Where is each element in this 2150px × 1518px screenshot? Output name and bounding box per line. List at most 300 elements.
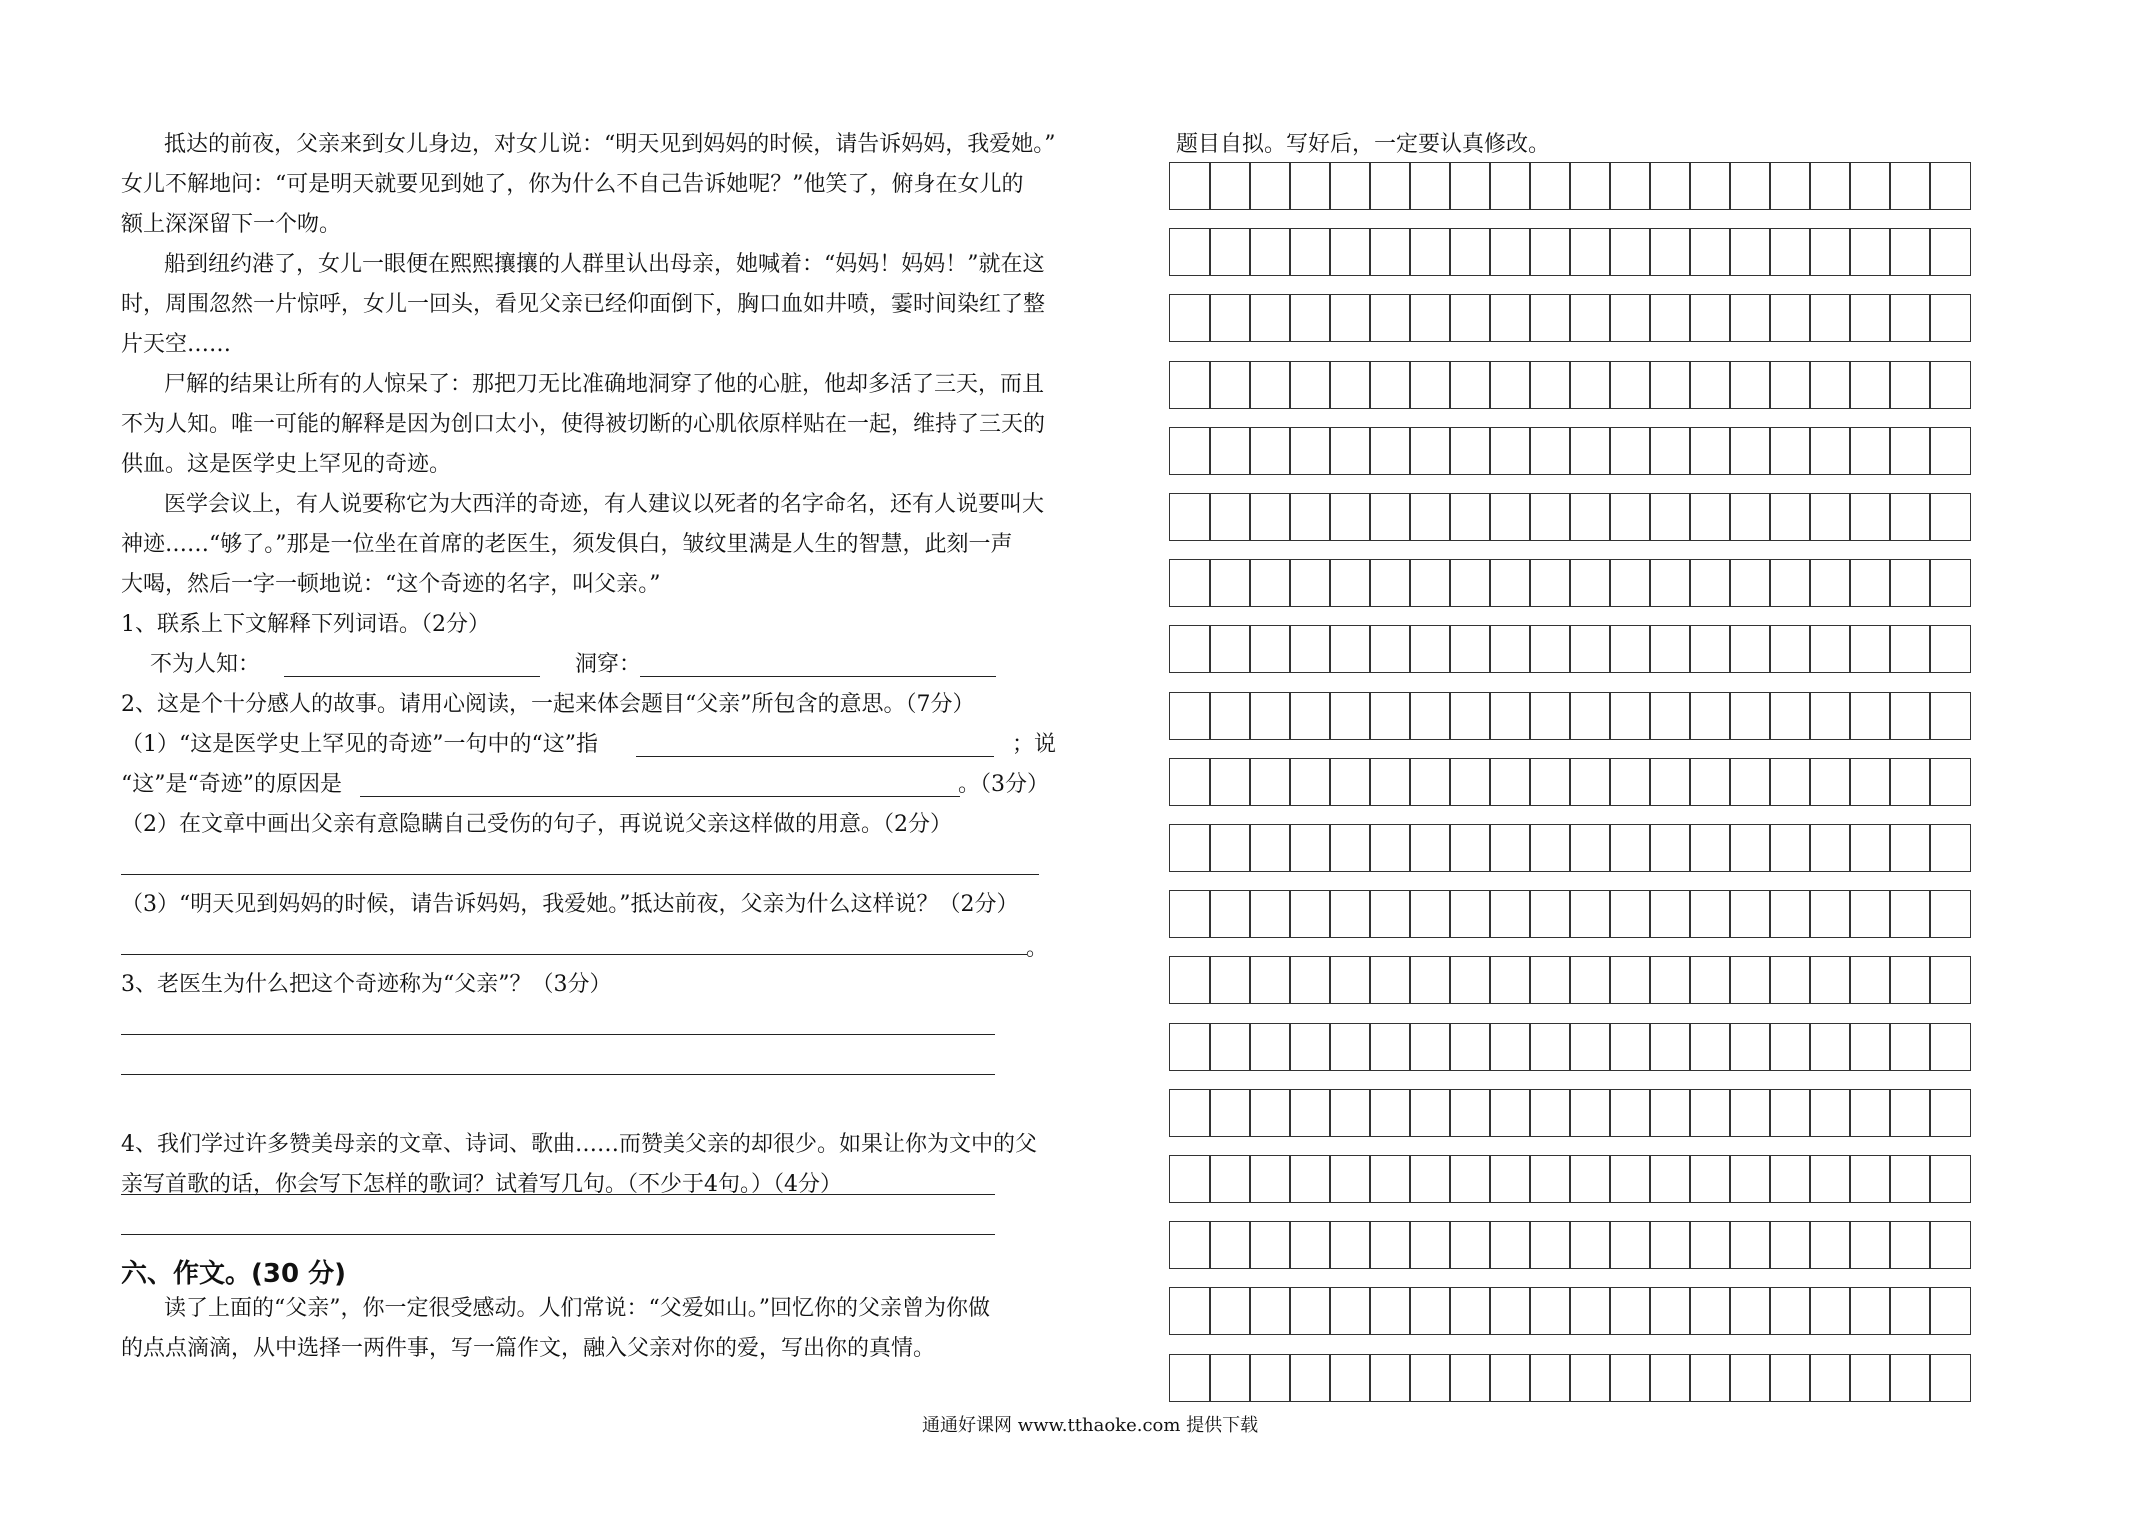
grid-cell[interactable] (1329, 1023, 1371, 1071)
grid-cell[interactable] (1169, 294, 1211, 342)
grid-cell[interactable] (1689, 1089, 1731, 1137)
grid-cell[interactable] (1569, 162, 1611, 210)
grid-cell[interactable] (1369, 228, 1411, 276)
grid-cell[interactable] (1649, 1221, 1691, 1269)
grid-cell[interactable] (1289, 294, 1331, 342)
grid-cell[interactable] (1889, 625, 1931, 673)
grid-cell[interactable] (1409, 294, 1451, 342)
grid-cell[interactable] (1249, 824, 1291, 872)
grid-cell[interactable] (1609, 1089, 1651, 1137)
grid-cell[interactable] (1169, 824, 1211, 872)
grid-cell[interactable] (1289, 427, 1331, 475)
grid-cell[interactable] (1369, 824, 1411, 872)
grid-cell[interactable] (1769, 1023, 1811, 1071)
grid-cell[interactable] (1809, 1287, 1851, 1335)
grid-cell[interactable] (1609, 361, 1651, 409)
grid-cell[interactable] (1249, 361, 1291, 409)
grid-cell[interactable] (1209, 559, 1251, 607)
grid-cell[interactable] (1249, 162, 1291, 210)
grid-cell[interactable] (1849, 692, 1891, 740)
grid-cell[interactable] (1369, 1089, 1411, 1137)
grid-cell[interactable] (1289, 1089, 1331, 1137)
grid-cell[interactable] (1329, 692, 1371, 740)
grid-cell[interactable] (1169, 1089, 1211, 1137)
grid-cell[interactable] (1809, 427, 1851, 475)
grid-cell[interactable] (1649, 1354, 1691, 1402)
grid-cell[interactable] (1209, 162, 1251, 210)
grid-cell[interactable] (1689, 427, 1731, 475)
grid-cell[interactable] (1409, 890, 1451, 938)
grid-cell[interactable] (1209, 692, 1251, 740)
grid-cell[interactable] (1929, 956, 1971, 1004)
grid-cell[interactable] (1409, 824, 1451, 872)
grid-cell[interactable] (1689, 956, 1731, 1004)
grid-cell[interactable] (1169, 692, 1211, 740)
grid-cell[interactable] (1649, 758, 1691, 806)
grid-cell[interactable] (1369, 1155, 1411, 1203)
grid-cell[interactable] (1169, 1023, 1211, 1071)
grid-cell[interactable] (1569, 758, 1611, 806)
grid-cell[interactable] (1489, 824, 1531, 872)
grid-cell[interactable] (1449, 162, 1491, 210)
grid-cell[interactable] (1249, 1221, 1291, 1269)
q4-answer-line-2[interactable] (121, 1234, 995, 1235)
grid-cell[interactable] (1529, 692, 1571, 740)
grid-cell[interactable] (1249, 1354, 1291, 1402)
grid-cell[interactable] (1489, 228, 1531, 276)
grid-cell[interactable] (1329, 758, 1371, 806)
grid-cell[interactable] (1769, 824, 1811, 872)
grid-cell[interactable] (1289, 559, 1331, 607)
q1-term-1-answer-line[interactable] (284, 676, 540, 677)
grid-cell[interactable] (1529, 1155, 1571, 1203)
grid-cell[interactable] (1209, 1155, 1251, 1203)
grid-cell[interactable] (1689, 559, 1731, 607)
grid-cell[interactable] (1809, 294, 1851, 342)
grid-cell[interactable] (1209, 824, 1251, 872)
grid-cell[interactable] (1449, 758, 1491, 806)
grid-cell[interactable] (1929, 625, 1971, 673)
grid-cell[interactable] (1889, 162, 1931, 210)
grid-cell[interactable] (1529, 956, 1571, 1004)
grid-cell[interactable] (1409, 559, 1451, 607)
grid-cell[interactable] (1729, 1221, 1771, 1269)
grid-cell[interactable] (1689, 1287, 1731, 1335)
grid-cell[interactable] (1369, 1221, 1411, 1269)
q3-answer-line-1[interactable] (121, 1034, 995, 1035)
grid-cell[interactable] (1729, 1089, 1771, 1137)
grid-cell[interactable] (1689, 890, 1731, 938)
grid-cell[interactable] (1249, 1089, 1291, 1137)
grid-cell[interactable] (1889, 493, 1931, 541)
grid-cell[interactable] (1729, 1287, 1771, 1335)
grid-cell[interactable] (1489, 758, 1531, 806)
grid-cell[interactable] (1569, 427, 1611, 475)
grid-cell[interactable] (1529, 361, 1571, 409)
grid-cell[interactable] (1529, 625, 1571, 673)
grid-cell[interactable] (1769, 1221, 1811, 1269)
grid-cell[interactable] (1729, 1155, 1771, 1203)
grid-cell[interactable] (1489, 361, 1531, 409)
grid-cell[interactable] (1649, 1089, 1691, 1137)
grid-cell[interactable] (1609, 162, 1651, 210)
grid-cell[interactable] (1529, 824, 1571, 872)
grid-cell[interactable] (1729, 559, 1771, 607)
grid-cell[interactable] (1809, 1354, 1851, 1402)
grid-cell[interactable] (1769, 361, 1811, 409)
grid-cell[interactable] (1409, 1354, 1451, 1402)
grid-cell[interactable] (1809, 493, 1851, 541)
grid-cell[interactable] (1609, 427, 1651, 475)
grid-cell[interactable] (1569, 890, 1611, 938)
grid-cell[interactable] (1889, 692, 1931, 740)
grid-cell[interactable] (1409, 361, 1451, 409)
grid-cell[interactable] (1649, 890, 1691, 938)
grid-cell[interactable] (1569, 361, 1611, 409)
grid-cell[interactable] (1329, 294, 1371, 342)
grid-cell[interactable] (1929, 758, 1971, 806)
grid-cell[interactable] (1249, 493, 1291, 541)
grid-cell[interactable] (1369, 559, 1411, 607)
grid-cell[interactable] (1809, 1023, 1851, 1071)
grid-cell[interactable] (1249, 956, 1291, 1004)
grid-cell[interactable] (1489, 1089, 1531, 1137)
grid-cell[interactable] (1809, 559, 1851, 607)
grid-cell[interactable] (1209, 493, 1251, 541)
grid-cell[interactable] (1209, 956, 1251, 1004)
grid-cell[interactable] (1449, 361, 1491, 409)
grid-cell[interactable] (1649, 493, 1691, 541)
grid-cell[interactable] (1529, 1023, 1571, 1071)
grid-cell[interactable] (1449, 824, 1491, 872)
grid-cell[interactable] (1689, 493, 1731, 541)
grid-cell[interactable] (1769, 1354, 1811, 1402)
grid-cell[interactable] (1369, 162, 1411, 210)
grid-cell[interactable] (1929, 294, 1971, 342)
grid-cell[interactable] (1569, 1155, 1611, 1203)
grid-cell[interactable] (1769, 427, 1811, 475)
grid-cell[interactable] (1609, 758, 1651, 806)
grid-cell[interactable] (1849, 361, 1891, 409)
grid-cell[interactable] (1609, 625, 1651, 673)
grid-cell[interactable] (1689, 1354, 1731, 1402)
grid-cell[interactable] (1329, 361, 1371, 409)
grid-cell[interactable] (1849, 1155, 1891, 1203)
grid-cell[interactable] (1769, 1287, 1811, 1335)
grid-cell[interactable] (1209, 427, 1251, 475)
grid-cell[interactable] (1769, 228, 1811, 276)
grid-cell[interactable] (1689, 1155, 1731, 1203)
grid-cell[interactable] (1569, 1354, 1611, 1402)
grid-cell[interactable] (1369, 956, 1411, 1004)
grid-cell[interactable] (1209, 228, 1251, 276)
grid-cell[interactable] (1649, 1155, 1691, 1203)
grid-cell[interactable] (1169, 361, 1211, 409)
grid-cell[interactable] (1729, 824, 1771, 872)
grid-cell[interactable] (1409, 493, 1451, 541)
grid-cell[interactable] (1449, 1023, 1491, 1071)
q3-answer-line-2[interactable] (121, 1074, 995, 1075)
grid-cell[interactable] (1609, 956, 1651, 1004)
grid-cell[interactable] (1569, 559, 1611, 607)
grid-cell[interactable] (1849, 890, 1891, 938)
grid-cell[interactable] (1729, 1354, 1771, 1402)
grid-cell[interactable] (1289, 1354, 1331, 1402)
grid-cell[interactable] (1849, 294, 1891, 342)
grid-cell[interactable] (1809, 824, 1851, 872)
grid-cell[interactable] (1929, 824, 1971, 872)
grid-cell[interactable] (1809, 162, 1851, 210)
grid-cell[interactable] (1329, 956, 1371, 1004)
grid-cell[interactable] (1849, 824, 1891, 872)
grid-cell[interactable] (1809, 228, 1851, 276)
grid-cell[interactable] (1929, 361, 1971, 409)
grid-cell[interactable] (1889, 1354, 1931, 1402)
grid-cell[interactable] (1489, 493, 1531, 541)
grid-cell[interactable] (1609, 1221, 1651, 1269)
grid-cell[interactable] (1889, 427, 1931, 475)
grid-cell[interactable] (1609, 228, 1651, 276)
grid-cell[interactable] (1289, 956, 1331, 1004)
grid-cell[interactable] (1849, 162, 1891, 210)
grid-cell[interactable] (1449, 956, 1491, 1004)
grid-cell[interactable] (1889, 758, 1931, 806)
q2-2-answer-line[interactable] (121, 874, 1039, 875)
grid-cell[interactable] (1849, 956, 1891, 1004)
grid-cell[interactable] (1289, 1023, 1331, 1071)
grid-cell[interactable] (1729, 1023, 1771, 1071)
grid-cell[interactable] (1569, 294, 1611, 342)
grid-cell[interactable] (1689, 824, 1731, 872)
grid-cell[interactable] (1249, 559, 1291, 607)
grid-cell[interactable] (1209, 1287, 1251, 1335)
grid-cell[interactable] (1689, 1023, 1731, 1071)
grid-cell[interactable] (1329, 625, 1371, 673)
grid-cell[interactable] (1609, 294, 1651, 342)
grid-cell[interactable] (1209, 1221, 1251, 1269)
grid-cell[interactable] (1409, 1089, 1451, 1137)
grid-cell[interactable] (1569, 824, 1611, 872)
grid-cell[interactable] (1929, 1287, 1971, 1335)
grid-cell[interactable] (1649, 294, 1691, 342)
grid-cell[interactable] (1329, 1354, 1371, 1402)
grid-cell[interactable] (1649, 824, 1691, 872)
grid-cell[interactable] (1609, 890, 1651, 938)
grid-cell[interactable] (1809, 361, 1851, 409)
grid-cell[interactable] (1289, 890, 1331, 938)
grid-cell[interactable] (1289, 361, 1331, 409)
grid-cell[interactable] (1369, 427, 1411, 475)
grid-cell[interactable] (1449, 625, 1491, 673)
grid-cell[interactable] (1849, 427, 1891, 475)
grid-cell[interactable] (1529, 294, 1571, 342)
grid-cell[interactable] (1249, 692, 1291, 740)
grid-cell[interactable] (1369, 493, 1411, 541)
grid-cell[interactable] (1849, 1287, 1891, 1335)
grid-cell[interactable] (1849, 1354, 1891, 1402)
grid-cell[interactable] (1449, 493, 1491, 541)
grid-cell[interactable] (1689, 162, 1731, 210)
grid-cell[interactable] (1169, 493, 1211, 541)
grid-cell[interactable] (1809, 758, 1851, 806)
grid-cell[interactable] (1649, 162, 1691, 210)
grid-cell[interactable] (1489, 1287, 1531, 1335)
grid-cell[interactable] (1209, 294, 1251, 342)
q2-3-answer-line[interactable] (121, 954, 1027, 955)
grid-cell[interactable] (1289, 1155, 1331, 1203)
grid-cell[interactable] (1769, 890, 1811, 938)
grid-cell[interactable] (1849, 559, 1891, 607)
grid-cell[interactable] (1729, 294, 1771, 342)
grid-cell[interactable] (1649, 559, 1691, 607)
grid-cell[interactable] (1809, 890, 1851, 938)
grid-cell[interactable] (1209, 758, 1251, 806)
grid-cell[interactable] (1409, 956, 1451, 1004)
grid-cell[interactable] (1409, 1023, 1451, 1071)
q2-1-answer-line-2[interactable] (360, 796, 960, 797)
grid-cell[interactable] (1369, 758, 1411, 806)
grid-cell[interactable] (1929, 493, 1971, 541)
grid-cell[interactable] (1329, 427, 1371, 475)
grid-cell[interactable] (1889, 559, 1931, 607)
grid-cell[interactable] (1489, 1155, 1531, 1203)
grid-cell[interactable] (1369, 1287, 1411, 1335)
grid-cell[interactable] (1889, 956, 1931, 1004)
grid-cell[interactable] (1489, 1221, 1531, 1269)
grid-cell[interactable] (1409, 758, 1451, 806)
grid-cell[interactable] (1329, 890, 1371, 938)
grid-cell[interactable] (1809, 625, 1851, 673)
grid-cell[interactable] (1689, 1221, 1731, 1269)
grid-cell[interactable] (1689, 294, 1731, 342)
grid-cell[interactable] (1329, 228, 1371, 276)
grid-cell[interactable] (1609, 559, 1651, 607)
grid-cell[interactable] (1449, 559, 1491, 607)
grid-cell[interactable] (1249, 1023, 1291, 1071)
grid-cell[interactable] (1169, 890, 1211, 938)
grid-cell[interactable] (1329, 559, 1371, 607)
grid-cell[interactable] (1929, 559, 1971, 607)
grid-cell[interactable] (1689, 361, 1731, 409)
grid-cell[interactable] (1649, 427, 1691, 475)
grid-cell[interactable] (1449, 1287, 1491, 1335)
grid-cell[interactable] (1529, 493, 1571, 541)
grid-cell[interactable] (1369, 625, 1411, 673)
grid-cell[interactable] (1569, 625, 1611, 673)
grid-cell[interactable] (1289, 228, 1331, 276)
grid-cell[interactable] (1649, 956, 1691, 1004)
grid-cell[interactable] (1809, 1221, 1851, 1269)
grid-cell[interactable] (1809, 692, 1851, 740)
grid-cell[interactable] (1649, 1287, 1691, 1335)
grid-cell[interactable] (1169, 228, 1211, 276)
grid-cell[interactable] (1169, 625, 1211, 673)
grid-cell[interactable] (1489, 692, 1531, 740)
grid-cell[interactable] (1569, 692, 1611, 740)
grid-cell[interactable] (1889, 824, 1931, 872)
grid-cell[interactable] (1929, 162, 1971, 210)
grid-cell[interactable] (1369, 1023, 1411, 1071)
q4-answer-line-1[interactable] (121, 1194, 995, 1195)
grid-cell[interactable] (1729, 493, 1771, 541)
grid-cell[interactable] (1729, 758, 1771, 806)
grid-cell[interactable] (1929, 890, 1971, 938)
grid-cell[interactable] (1769, 493, 1811, 541)
grid-cell[interactable] (1769, 692, 1811, 740)
grid-cell[interactable] (1449, 1354, 1491, 1402)
grid-cell[interactable] (1889, 1023, 1931, 1071)
grid-cell[interactable] (1169, 1155, 1211, 1203)
grid-cell[interactable] (1169, 1354, 1211, 1402)
grid-cell[interactable] (1529, 228, 1571, 276)
grid-cell[interactable] (1209, 1023, 1251, 1071)
grid-cell[interactable] (1249, 625, 1291, 673)
grid-cell[interactable] (1489, 427, 1531, 475)
grid-cell[interactable] (1889, 1155, 1931, 1203)
grid-cell[interactable] (1689, 692, 1731, 740)
grid-cell[interactable] (1769, 625, 1811, 673)
q2-1-answer-line-1[interactable] (636, 756, 994, 757)
grid-cell[interactable] (1329, 493, 1371, 541)
grid-cell[interactable] (1409, 162, 1451, 210)
grid-cell[interactable] (1889, 890, 1931, 938)
grid-cell[interactable] (1929, 1023, 1971, 1071)
grid-cell[interactable] (1449, 294, 1491, 342)
grid-cell[interactable] (1809, 956, 1851, 1004)
grid-cell[interactable] (1329, 1221, 1371, 1269)
grid-cell[interactable] (1369, 890, 1411, 938)
grid-cell[interactable] (1489, 1354, 1531, 1402)
grid-cell[interactable] (1609, 1155, 1651, 1203)
grid-cell[interactable] (1289, 1287, 1331, 1335)
grid-cell[interactable] (1449, 692, 1491, 740)
grid-cell[interactable] (1529, 1089, 1571, 1137)
grid-cell[interactable] (1889, 361, 1931, 409)
grid-cell[interactable] (1929, 1089, 1971, 1137)
grid-cell[interactable] (1609, 692, 1651, 740)
grid-cell[interactable] (1929, 1354, 1971, 1402)
grid-cell[interactable] (1769, 1155, 1811, 1203)
grid-cell[interactable] (1649, 361, 1691, 409)
grid-cell[interactable] (1849, 1221, 1891, 1269)
grid-cell[interactable] (1689, 228, 1731, 276)
grid-cell[interactable] (1849, 758, 1891, 806)
grid-cell[interactable] (1889, 1221, 1931, 1269)
grid-cell[interactable] (1249, 228, 1291, 276)
grid-cell[interactable] (1409, 1221, 1451, 1269)
grid-cell[interactable] (1529, 758, 1571, 806)
grid-cell[interactable] (1369, 692, 1411, 740)
grid-cell[interactable] (1249, 758, 1291, 806)
grid-cell[interactable] (1729, 692, 1771, 740)
grid-cell[interactable] (1489, 294, 1531, 342)
grid-cell[interactable] (1529, 427, 1571, 475)
grid-cell[interactable] (1169, 559, 1211, 607)
grid-cell[interactable] (1449, 228, 1491, 276)
grid-cell[interactable] (1209, 1089, 1251, 1137)
grid-cell[interactable] (1569, 1023, 1611, 1071)
grid-cell[interactable] (1849, 1023, 1891, 1071)
grid-cell[interactable] (1809, 1155, 1851, 1203)
grid-cell[interactable] (1289, 692, 1331, 740)
grid-cell[interactable] (1569, 493, 1611, 541)
grid-cell[interactable] (1809, 1089, 1851, 1137)
grid-cell[interactable] (1649, 692, 1691, 740)
grid-cell[interactable] (1529, 1287, 1571, 1335)
grid-cell[interactable] (1529, 1221, 1571, 1269)
grid-cell[interactable] (1769, 559, 1811, 607)
grid-cell[interactable] (1249, 294, 1291, 342)
